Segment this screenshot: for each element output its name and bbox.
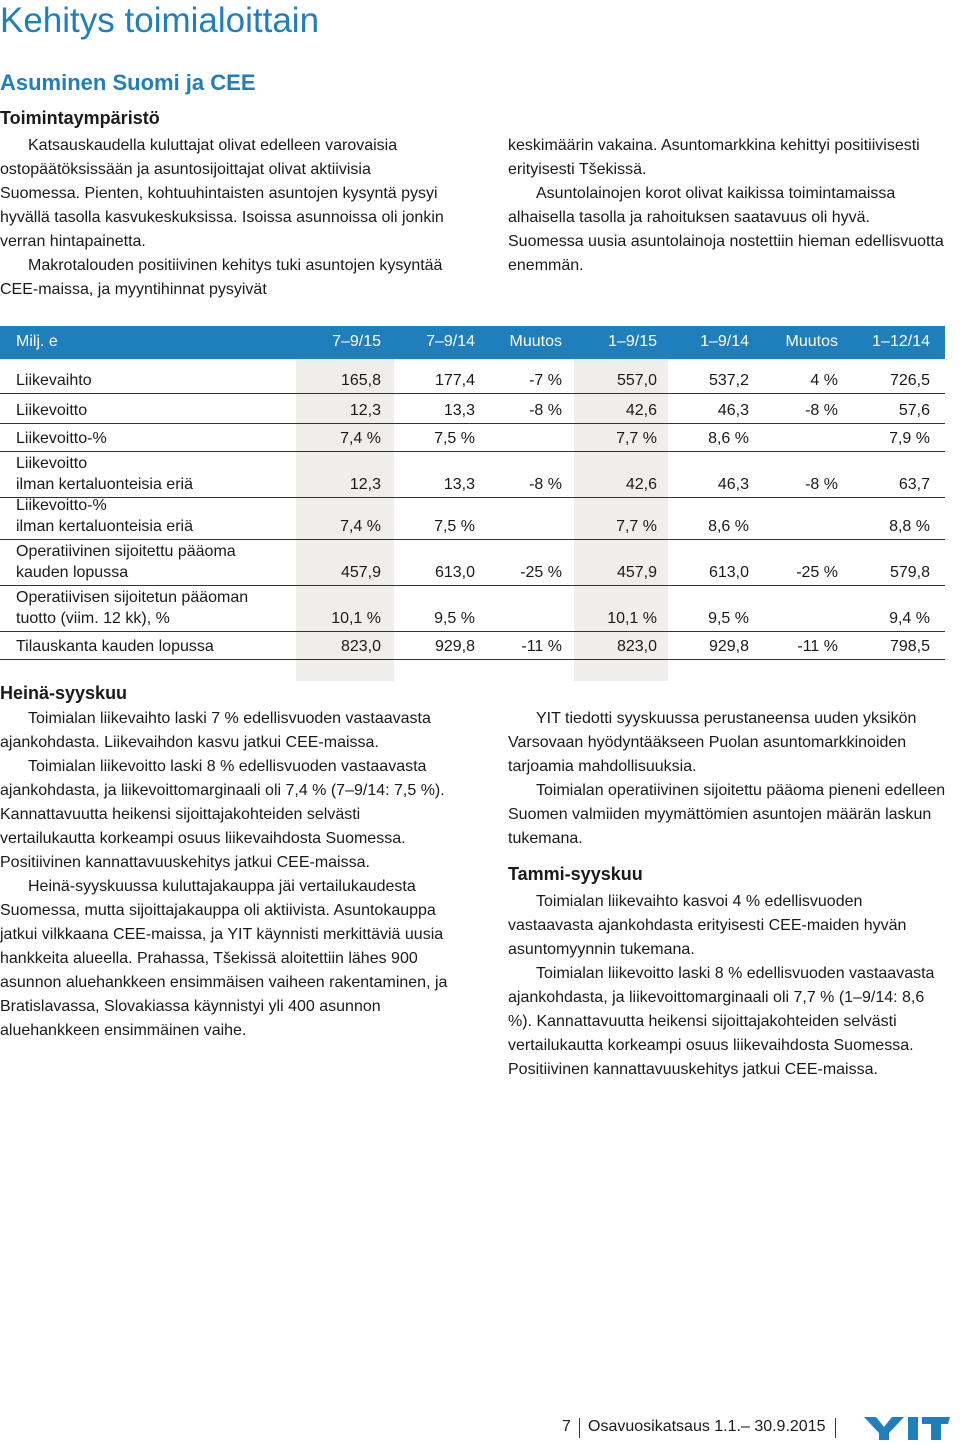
paragraph: keskimäärin vakaina. Asuntomarkkina kehittyi positiivisesti erityisesti Tšekissä. bbox=[508, 137, 920, 178]
table-cell: 823,0 bbox=[616, 638, 657, 655]
table-cell: 177,4 bbox=[434, 372, 475, 389]
row-label-line: Liikevoitto-% bbox=[16, 497, 107, 514]
table-cell: 42,6 bbox=[625, 476, 657, 493]
table-row bbox=[0, 497, 945, 540]
table-cell: 929,8 bbox=[708, 638, 749, 655]
ytd-heading: Tammi-syyskuu bbox=[508, 864, 643, 884]
paragraph: Asuntolainojen korot olivat kaikissa toimintamaissa alhaisella tasolla ja rahoituksen saatavuus oli hyvä. Suomessa uusia asuntolainoja nostettiin hieman edellisvuotta enemmän. bbox=[508, 185, 944, 274]
column-header: Muutos bbox=[785, 333, 838, 350]
page-number: 7 bbox=[562, 1418, 571, 1435]
row-label-line: Tilauskanta kauden lopussa bbox=[16, 638, 214, 655]
table-cell: 12,3 bbox=[349, 402, 381, 419]
table-cell: 10,1 % bbox=[607, 610, 657, 627]
table-row bbox=[0, 539, 945, 586]
footer-divider bbox=[835, 1418, 836, 1438]
row-label bbox=[16, 541, 236, 583]
table-cell: 7,5 % bbox=[434, 430, 475, 447]
table-cell: -7 % bbox=[529, 372, 562, 389]
table-row bbox=[0, 393, 945, 424]
page-title: Kehitys toimialoittain bbox=[0, 1, 320, 40]
table-row bbox=[0, 451, 945, 498]
footer-doc-title: Osavuosikatsaus 1.1.– 30.9.2015 bbox=[588, 1418, 826, 1435]
column-header: 7–9/14 bbox=[426, 333, 475, 350]
row-label-line: kauden lopussa bbox=[16, 564, 129, 581]
table-cell: 537,2 bbox=[708, 372, 749, 389]
q-heading: Heinä-syyskuu bbox=[0, 683, 128, 703]
paragraph: Toimialan liikevaihto laski 7 % edellisvuoden vastaavasta ajankohdasta. Liikevaihdon kasvu jatkui CEE-maissa. bbox=[0, 710, 431, 751]
table-cell: 165,8 bbox=[340, 372, 381, 389]
table-cell: 13,3 bbox=[443, 402, 475, 419]
table-cell: 63,7 bbox=[898, 476, 930, 493]
table-cell: 4 % bbox=[810, 372, 838, 389]
paragraph: Toimialan operatiivinen sijoitettu pääoma pieneni edelleen Suomen valmiiden myymättömien asuntojen määrän laskun tukemana. bbox=[508, 782, 946, 847]
row-label-line: Operatiivisen sijoitetun pääoman bbox=[16, 589, 249, 606]
row-label bbox=[16, 453, 193, 495]
table-cell: 9,4 % bbox=[889, 610, 930, 627]
table-cell: 8,6 % bbox=[708, 518, 749, 535]
table-cell: 823,0 bbox=[340, 638, 381, 655]
table-row bbox=[0, 423, 945, 452]
table-cell: -25 % bbox=[520, 564, 562, 581]
table-header bbox=[0, 326, 945, 359]
table-cell: 613,0 bbox=[708, 564, 749, 581]
table-cell: 46,3 bbox=[717, 402, 749, 419]
table-cell: -11 % bbox=[521, 638, 562, 655]
table-cell: 798,5 bbox=[889, 638, 930, 655]
table-cell: 7,5 % bbox=[434, 518, 475, 535]
table-cell: 7,7 % bbox=[616, 518, 657, 535]
q-right-column bbox=[508, 707, 948, 851]
table-cell: 10,1 % bbox=[331, 610, 381, 627]
table-cell: 7,4 % bbox=[340, 430, 381, 447]
key-figures-table bbox=[0, 326, 945, 655]
table-row bbox=[0, 631, 945, 660]
env-left-column bbox=[0, 134, 450, 302]
table-cell: -8 % bbox=[529, 476, 562, 493]
table-cell: 13,3 bbox=[443, 476, 475, 493]
column-header: 1–12/14 bbox=[872, 333, 930, 350]
table-cell: -11 % bbox=[797, 638, 838, 655]
table-cell: 57,6 bbox=[898, 402, 930, 419]
column-header: Muutos bbox=[509, 333, 562, 350]
row-label bbox=[16, 428, 107, 449]
ytd-right-column bbox=[508, 890, 948, 1082]
table-row bbox=[0, 359, 945, 394]
row-label-line: ilman kertaluonteisia eriä bbox=[16, 476, 193, 493]
row-label-line: tuotto (viim. 12 kk), % bbox=[16, 610, 170, 627]
env-right-column bbox=[508, 134, 948, 278]
paragraph: Toimialan liikevaihto kasvoi 4 % edellisvuoden vastaavasta ajankohdasta erityisesti CEE-maiden hyvän asuntomyynnin tukemana. bbox=[508, 893, 907, 958]
row-label bbox=[16, 400, 87, 421]
table-cell: 8,8 % bbox=[889, 518, 930, 535]
column-header: 1–9/14 bbox=[700, 333, 749, 350]
row-label bbox=[16, 636, 214, 657]
table-cell: -8 % bbox=[529, 402, 562, 419]
table-cell: -8 % bbox=[805, 402, 838, 419]
row-label bbox=[16, 370, 92, 391]
row-label-line: Liikevaihto bbox=[16, 372, 92, 389]
paragraph: Katsauskaudella kuluttajat olivat edelleen varovaisia ostopäätöksissään ja asuntosijoittajat olivat aktiivisia Suomessa. Pienten, kohtuuhintaisten asuntojen kysyntä pysyi hyvällä tasolla kasvukeskuksissa. Isoissa asunnoissa oli jonkin verran hintapainetta. bbox=[0, 137, 444, 250]
section-title: Asuminen Suomi ja CEE bbox=[0, 70, 256, 95]
footer-divider bbox=[579, 1418, 580, 1438]
table-cell: 46,3 bbox=[717, 476, 749, 493]
table-cell: 7,7 % bbox=[616, 430, 657, 447]
table-cell: 8,6 % bbox=[708, 430, 749, 447]
env-heading: Toimintaympäristö bbox=[0, 108, 160, 128]
paragraph: YIT tiedotti syyskuussa perustaneensa uuden yksikön Varsovaan hyödyntääkseen Puolan asuntomarkkinoiden tarjoamia mahdollisuuksia. bbox=[508, 710, 917, 775]
table-cell: -25 % bbox=[796, 564, 838, 581]
table-cell: 9,5 % bbox=[708, 610, 749, 627]
yit-logo bbox=[862, 1413, 950, 1446]
row-label-line: Liikevoitto bbox=[16, 402, 88, 419]
table-row bbox=[0, 585, 945, 632]
column-header: 7–9/15 bbox=[332, 333, 381, 350]
table-cell: 613,0 bbox=[434, 564, 475, 581]
table-cell: 12,3 bbox=[349, 476, 381, 493]
table-cell: -8 % bbox=[805, 476, 838, 493]
table-cell: 579,8 bbox=[889, 564, 930, 581]
row-label-line: Liikevoitto bbox=[16, 455, 88, 472]
row-label bbox=[16, 587, 248, 629]
paragraph: Toimialan liikevoitto laski 8 % edellisvuoden vastaavasta ajankohdasta, ja liikevoittomarginaali oli 7,4 % (7–9/14: 7,5 %). Kannattavuutta heikensi sijoittajakohteiden selvästi vertailukautta korkeampi osuus liikevaihdosta Suomessa. Positiivinen kannattavuuskehitys jatkui CEE-maissa. bbox=[0, 758, 445, 871]
row-label-line: ilman kertaluonteisia eriä bbox=[16, 518, 193, 535]
table-cell: 42,6 bbox=[625, 402, 657, 419]
table-cell: 929,8 bbox=[434, 638, 475, 655]
row-label-line: Operatiivinen sijoitettu pääoma bbox=[16, 543, 236, 560]
row-label-line: Liikevoitto-% bbox=[16, 430, 107, 447]
row-label bbox=[16, 495, 193, 537]
paragraph: Makrotalouden positiivinen kehitys tuki asuntojen kysyntää CEE-maissa, ja myyntihinnat pysyivät bbox=[0, 257, 443, 298]
table-cell: 726,5 bbox=[889, 372, 930, 389]
table-cell: 457,9 bbox=[616, 564, 657, 581]
column-header: 1–9/15 bbox=[608, 333, 657, 350]
paragraph: Heinä-syyskuussa kuluttajakauppa jäi vertailukaudesta Suomessa, mutta sijoittajakauppa oli aktiivista. Asuntokauppa jatkui vilkkaana CEE-maissa, ja YIT käynnisti merkittäviä uusia hankkeita alueella. Prahassa, Tšekissä aloitettiin lähes 900 asunnon aluehankkeen ensimmäisen vaiheen rakentaminen, ja Bratislavassa, Slovakiassa käynnistyi yli 400 asunnon aluehankkeen ensimmäinen vaihe. bbox=[0, 878, 448, 1039]
table-cell: 7,4 % bbox=[340, 518, 381, 535]
table-cell: 457,9 bbox=[340, 564, 381, 581]
paragraph: Toimialan liikevoitto laski 8 % edellisvuoden vastaavasta ajankohdasta, ja liikevoittomarginaali oli 7,7 % (1–9/14: 8,6 %). Kannattavuutta heikensi sijoittajakohteiden selvästi vertailukautta korkeampi osuus liikevaihdosta Suomessa. Positiivinen kannattavuuskehitys jatkui CEE-maissa. bbox=[508, 965, 935, 1078]
q-left-column bbox=[0, 707, 450, 1043]
table-cell: 557,0 bbox=[616, 372, 657, 389]
table-cell: 7,9 % bbox=[889, 430, 930, 447]
column-header: Milj. e bbox=[16, 333, 58, 350]
table-cell: 9,5 % bbox=[434, 610, 475, 627]
